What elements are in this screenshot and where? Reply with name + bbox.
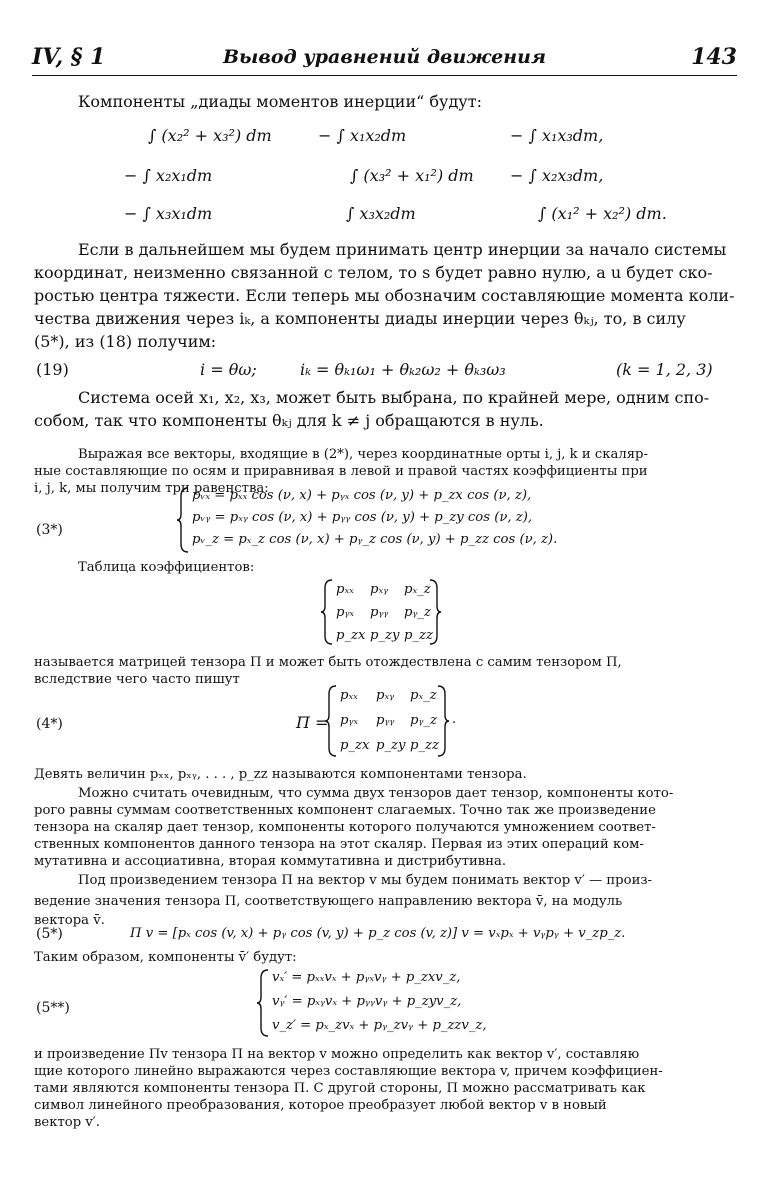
note2-line: вследствие чего часто пишут bbox=[34, 672, 240, 687]
matrix-cell: pₓₓ bbox=[340, 688, 358, 703]
note7-line: щие которого линейно выражаются через составляющие вектора v, причем коэффициен- bbox=[34, 1064, 663, 1079]
matrix-cell: pᵧ_z bbox=[404, 605, 431, 620]
note1-line: i, j, k, мы получим три равенства: bbox=[34, 481, 269, 496]
matrix-cell: pᵧₓ bbox=[340, 713, 359, 728]
note5-line: вектора v̄. bbox=[34, 913, 105, 928]
para1-line: чества движения через iₖ, а компоненты диады инерции через θₖⱼ, то, в силу bbox=[34, 309, 686, 328]
note7-line: тами являются компоненты тензора П. С другой стороны, П можно рассматривать как bbox=[34, 1081, 646, 1096]
dyad-cell: − ∫ x₁x₃dm, bbox=[510, 126, 604, 145]
matrix-cell: pₓₓ bbox=[336, 582, 354, 597]
para1-line: ростью центра тяжести. Если теперь мы обозначим составляющие момента коли- bbox=[34, 286, 735, 305]
matrix-cell: pₓ_z bbox=[404, 582, 431, 597]
matrix-cell: pₓᵧ bbox=[376, 688, 395, 703]
chapter-section: IV, § 1 bbox=[32, 44, 106, 70]
note6-line: Таким образом, компоненты v̄′ будут: bbox=[34, 950, 297, 965]
matrix-cell: p_zx bbox=[340, 738, 370, 753]
table-label: Таблица коэффициентов: bbox=[78, 560, 255, 575]
note4-line: Можно считать очевидным, что сумма двух тензоров дает тензор, компоненты кото- bbox=[78, 786, 674, 801]
intro-line: Компоненты „диады моментов инерции“ будут: bbox=[78, 92, 482, 111]
note7-line: и произведение Пv тензора П на вектор v можно определить как вектор v′, составляю bbox=[34, 1047, 640, 1062]
running-header bbox=[32, 44, 737, 74]
matrix-cell: pᵧₓ bbox=[336, 605, 355, 620]
equation-3-line: pᵥ_z = pₓ_z cos (ν, x) + pᵧ_z cos (ν, y) + p_zz cos (ν, z). bbox=[192, 532, 558, 547]
left-brace bbox=[256, 968, 270, 1038]
equation-label: (5*) bbox=[36, 926, 63, 942]
equation-label: (5**) bbox=[36, 1000, 70, 1016]
para2-line: собом, так что компоненты θₖⱼ для k ≠ j обращаются в нуль. bbox=[34, 411, 544, 430]
equation-label: (3*) bbox=[36, 522, 63, 538]
matrix-cell: p_zy bbox=[370, 628, 400, 643]
equation-19-range: (k = 1, 2, 3) bbox=[616, 360, 713, 379]
matrix-left-brace bbox=[324, 684, 338, 758]
matrix-cell: pₓ_z bbox=[410, 688, 437, 703]
equation-5b-line: vᵧ′ = pₓᵧvₓ + pᵧᵧvᵧ + p_zyv_z, bbox=[272, 994, 462, 1009]
para2-line: Система осей x₁, x₂, x₃, может быть выбрана, по крайней мере, одним спо- bbox=[78, 388, 710, 407]
dyad-cell: − ∫ x₃x₁dm bbox=[124, 204, 213, 223]
note2-line: называется матрицей тензора П и может быть отождествлена с самим тензором П, bbox=[34, 655, 622, 670]
note4-line: тензора на скаляр дает тензор, компоненты которого получаются умножением соответ- bbox=[34, 820, 656, 835]
equation-label: (4*) bbox=[36, 716, 63, 732]
dyad-cell: − ∫ x₂x₃dm, bbox=[510, 166, 604, 185]
para1-line: Если в дальнейшем мы будем принимать центр инерции за начало системы bbox=[78, 240, 727, 259]
equation-label: (19) bbox=[36, 360, 69, 379]
matrix-left-brace bbox=[320, 578, 334, 646]
dyad-cell: ∫ (x₃² + x₁²) dm bbox=[350, 166, 474, 185]
dyad-cell: − ∫ x₂x₁dm bbox=[124, 166, 213, 185]
equation-19-components: iₖ = θₖ₁ω₁ + θₖ₂ω₂ + θₖ₃ω₃ bbox=[300, 360, 506, 379]
header-rule bbox=[32, 75, 737, 76]
equation-5b-line: v_z′ = pₓ_zvₓ + pᵧ_zvᵧ + p_zzv_z, bbox=[272, 1018, 487, 1033]
matrix-cell: p_zz bbox=[404, 628, 433, 643]
note1-line: Выражая все векторы, входящие в (2*), через координатные орты i, j, k и скаляр- bbox=[78, 447, 648, 462]
note1-line: ные составляющие по осям и приравнивая в левой и правой частях коэффициенты при bbox=[34, 464, 648, 479]
matrix-cell: pᵧᵧ bbox=[376, 713, 395, 728]
equation-19-vector: i = θω; bbox=[200, 360, 257, 379]
matrix-cell: p_zx bbox=[336, 628, 366, 643]
matrix-cell: p_zz bbox=[410, 738, 439, 753]
matrix-cell: pᵧᵧ bbox=[370, 605, 389, 620]
dyad-cell: − ∫ x₁x₂dm bbox=[318, 126, 407, 145]
para1-line: (5*), из (18) получим: bbox=[34, 332, 217, 351]
note3-line: Девять величин pₓₓ, pₓᵧ, . . . , p_zz называются компонентами тензора. bbox=[34, 767, 527, 782]
note4-line: ственных компонентов данного тензора на этот скаляр. Первая из этих операций ком- bbox=[34, 837, 644, 852]
equation-5b-line: vₓ′ = pₓₓvₓ + pᵧₓvᵧ + p_zxv_z, bbox=[272, 970, 461, 985]
equation-5: П v = [pₓ cos (v, x) + pᵧ cos (v, y) + p_z cos (v, z)] v = vₓpₓ + vᵧpᵧ + v_zp_z. bbox=[130, 926, 626, 941]
matrix-cell: pₓᵧ bbox=[370, 582, 389, 597]
matrix-cell: p_zy bbox=[376, 738, 406, 753]
note7-line: символ линейного преобразования, которое преобразует любой вектор v в новый bbox=[34, 1098, 607, 1113]
para1-line: координат, неизменно связанной с телом, то s будет равно нулю, а u будет ско- bbox=[34, 263, 713, 282]
left-brace bbox=[176, 486, 190, 554]
note5-line: ведение значения тензора П, соответствующего направлению вектора v̄, на модуль bbox=[34, 894, 623, 909]
equation-3-line: pᵥᵧ = pₓᵧ cos (ν, x) + pᵧᵧ cos (ν, y) + p_zy cos (ν, z), bbox=[192, 510, 533, 525]
equation-4-period: . bbox=[452, 712, 457, 727]
note7-line: вектор v′. bbox=[34, 1115, 100, 1130]
dyad-cell: ∫ x₃x₂dm bbox=[346, 204, 416, 223]
equation-3-line: pᵥₓ = pₓₓ cos (ν, x) + pᵧₓ cos (ν, y) + p_zx cos (ν, z), bbox=[192, 488, 532, 503]
note5-line: Под произведением тензора П на вектор v мы будем понимать вектор v′ — произ- bbox=[78, 873, 653, 888]
equation-4-lhs: П = bbox=[296, 713, 329, 732]
dyad-cell: ∫ (x₁² + x₂²) dm. bbox=[538, 204, 667, 223]
matrix-cell: pᵧ_z bbox=[410, 713, 437, 728]
running-title: Вывод уравнений движения bbox=[222, 46, 547, 68]
note4-line: мутативна и ассоциативна, вторая коммутативна и дистрибутивна. bbox=[34, 854, 507, 869]
page-number: 143 bbox=[691, 44, 737, 70]
dyad-cell: ∫ (x₂² + x₃²) dm bbox=[148, 126, 272, 145]
note4-line: рого равны суммам соответственных компонент слагаемых. Точно так же произведение bbox=[34, 803, 656, 818]
